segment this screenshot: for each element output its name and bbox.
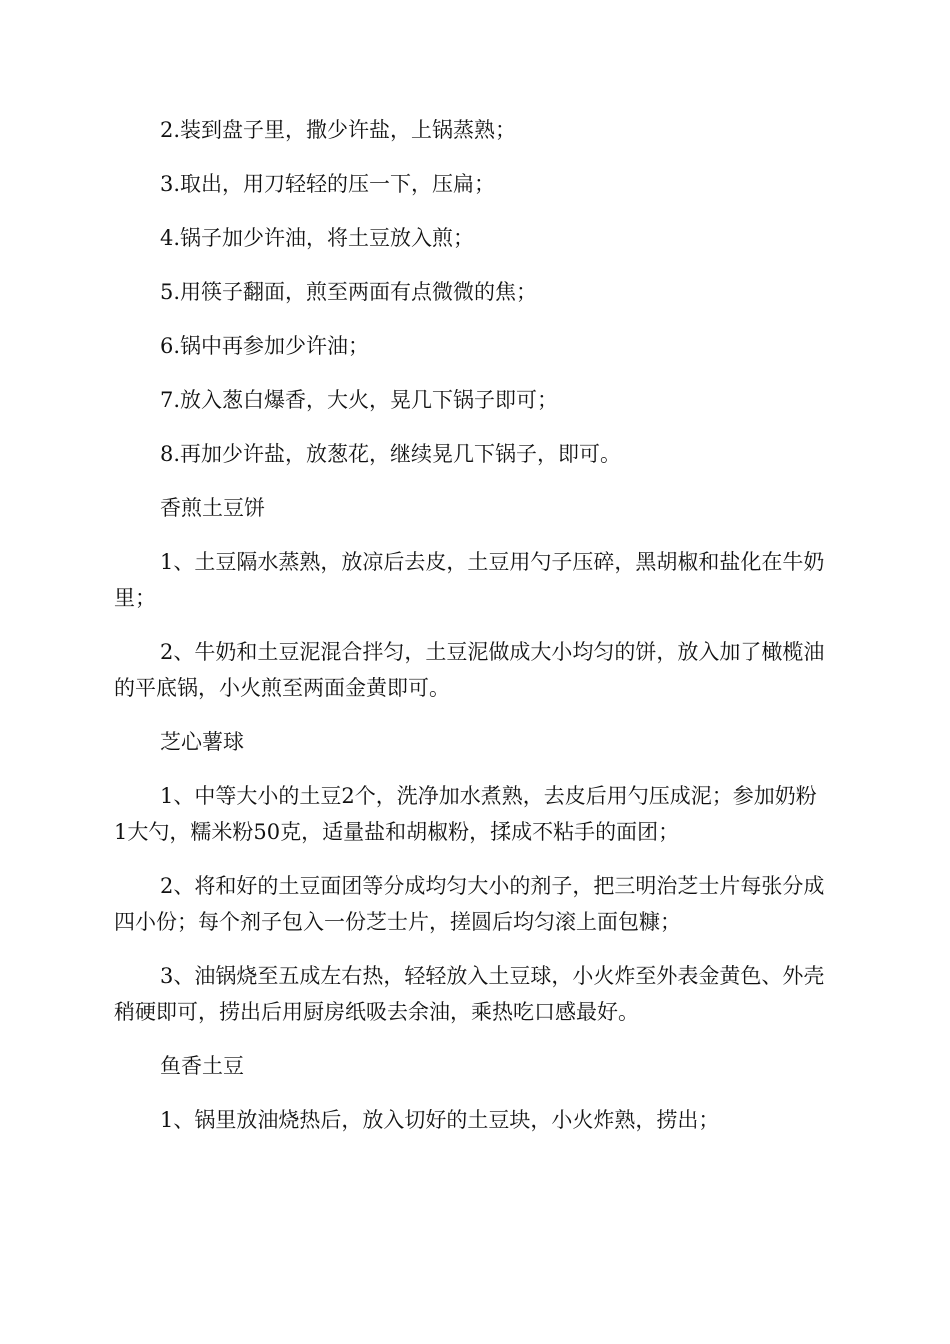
step-paragraph: 1、锅里放油烧热后，放入切好的土豆块，小火炸熟，捞出； (160, 1108, 720, 1132)
step-paragraph: 3、油锅烧至五成左右热，轻轻放入土豆球，小火炸至外表金黄色、外壳稍硬即可，捞出后用厨房纸吸去余油，乘热吃口感最好。 (114, 964, 825, 1024)
step-paragraph: 2.装到盘子里，撒少许盐，上锅蒸熟； (160, 118, 517, 142)
step-paragraph: 1、土豆隔水蒸熟，放凉后去皮，土豆用勺子压碎，黑胡椒和盐化在牛奶里； (114, 550, 825, 610)
step-paragraph: 1、中等大小的土豆2个，洗净加水煮熟，去皮后用勺压成泥；参加奶粉1大勺，糯米粉50克，适量盐和胡椒粉，揉成不粘手的面团； (114, 784, 817, 844)
step-paragraph: 4.锅子加少许油，将土豆放入煎； (160, 226, 475, 250)
step-paragraph: 2、将和好的土豆面团等分成均匀大小的剂子，把三明治芝士片每张分成四小份；每个剂子包入一份芝士片，搓圆后均匀滚上面包糠； (114, 874, 825, 934)
recipe-heading: 香煎土豆饼 (160, 496, 265, 520)
document-body (114, 112, 828, 1156)
recipe-heading: 鱼香土豆 (160, 1054, 244, 1078)
step-paragraph: 3.取出，用刀轻轻的压一下，压扁； (160, 172, 496, 196)
step-paragraph: 8.再加少许盐，放葱花，继续晃几下锅子，即可。 (160, 442, 622, 466)
recipe-heading: 芝心薯球 (160, 730, 244, 754)
step-paragraph: 5.用筷子翻面，煎至两面有点微微的焦； (160, 280, 538, 304)
step-paragraph: 7.放入葱白爆香，大火，晃几下锅子即可； (160, 388, 559, 412)
step-paragraph: 2、牛奶和土豆泥混合拌匀，土豆泥做成大小均匀的饼，放入加了橄榄油的平底锅，小火煎至两面金黄即可。 (114, 640, 825, 700)
step-paragraph: 6.锅中再参加少许油； (160, 334, 370, 358)
